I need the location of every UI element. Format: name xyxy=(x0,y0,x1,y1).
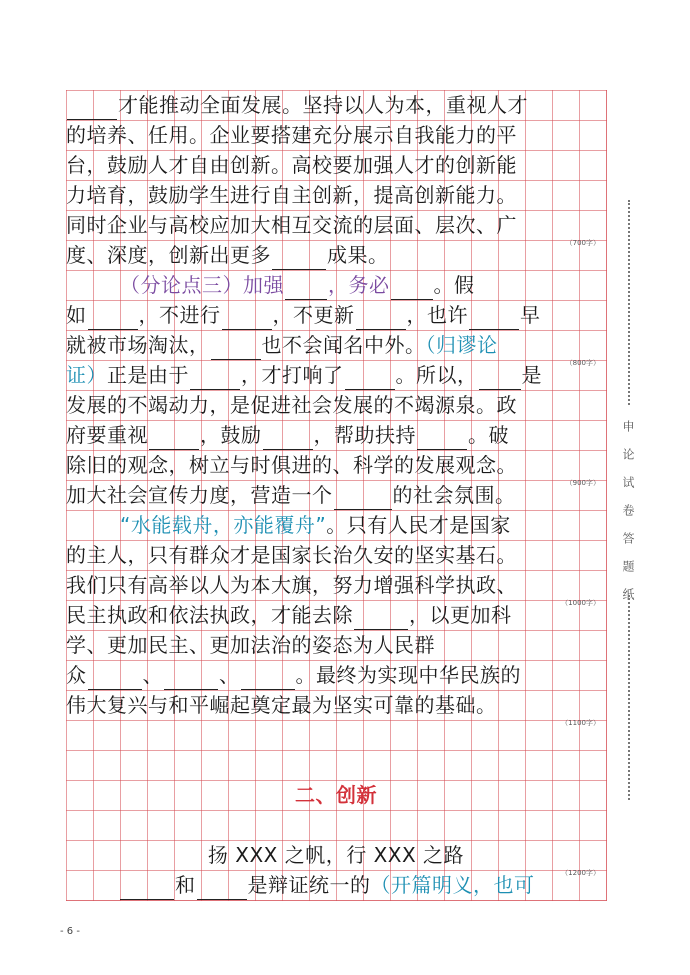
fill-blank xyxy=(197,877,247,900)
essay-line-2: 的培养、任用。企业要搭建充分展示自我能力的平 xyxy=(66,123,517,147)
sidebar-label: 申论试卷答题纸 xyxy=(621,420,635,616)
fill-blank xyxy=(469,307,519,330)
essay-line-14: 加大社会宣传力度，营造一个 的社会氛围。 xyxy=(66,480,606,510)
essay-line-1: 才能推动全面发展。坚持以人为本，重视人才 xyxy=(66,90,606,120)
fill-blank xyxy=(479,367,521,390)
fill-blank xyxy=(222,307,272,330)
fill-blank xyxy=(356,307,406,330)
essay-line-6: 度、深度，创新出更多 成果。 xyxy=(66,240,606,270)
fill-blank xyxy=(88,667,142,690)
essay-line-20: 众 、 、 。最终为实现中华民族的 xyxy=(66,660,606,690)
fill-blank xyxy=(149,427,199,450)
subpoint-label: （分论点三）加强 xyxy=(120,273,284,297)
essay-line-16: 的主人，只有群众才是国家长治久安的坚实基石。 xyxy=(66,543,517,567)
fill-blank xyxy=(285,277,327,300)
essay-line-19: 学、更加民主、更加法治的姿态为人民群 xyxy=(66,633,435,657)
fill-blank xyxy=(263,427,313,450)
method-annotation: （归谬论 xyxy=(425,333,498,357)
essay-line-17: 我们只有高举以人为本大旗，努力增强科学执政、 xyxy=(66,573,517,597)
fill-blank xyxy=(272,247,326,270)
fill-blank xyxy=(211,337,261,360)
fill-blank xyxy=(67,97,117,120)
answer-sheet-sidebar xyxy=(621,200,637,800)
fill-blank xyxy=(354,607,408,630)
fill-blank xyxy=(190,367,240,390)
fill-blank xyxy=(345,367,395,390)
word-count-marker: （1100字） xyxy=(561,719,600,727)
fill-blank xyxy=(164,667,218,690)
essay-line-7: （分论点三）加强 ，务必 。假 xyxy=(66,270,606,300)
fill-blank xyxy=(391,277,433,300)
section-heading: 二、创新 xyxy=(295,783,377,807)
word-count-marker: （1200字） xyxy=(561,869,600,877)
quote-annotation: “水能载舟，亦能覆舟” xyxy=(120,513,327,537)
essay-line-11: 发展的不竭动力，是促进社会发展的不竭源泉。政 xyxy=(66,393,517,417)
fill-blank xyxy=(88,307,138,330)
method-annotation: （开篇明义，也可 xyxy=(370,873,535,897)
fill-blank xyxy=(334,487,392,510)
word-count-marker: （800字） xyxy=(565,359,600,367)
essay-line-27: 和 是辩证统一的（开篇明义，也可 xyxy=(66,870,606,900)
essay-line-13: 除旧的观念，树立与时俱进的、科学的发展观念。 xyxy=(66,453,517,477)
dotted-divider xyxy=(628,595,630,800)
essay-line-8: 如 ，不进行 ，不更新 ，也许 早 xyxy=(66,300,606,330)
fill-blank xyxy=(120,877,174,900)
essay-line-18: 民主执政和依法执政，才能去除 ，以更加科 xyxy=(66,600,606,630)
essay-line-3: 台，鼓励人才自由创新。高校要加强人才的创新能 xyxy=(66,153,517,177)
essay-line-15: “水能载舟，亦能覆舟”。只有人民才是国家 xyxy=(66,510,606,540)
word-count-marker: （700字） xyxy=(565,239,600,247)
page-number: - 6 - xyxy=(60,926,80,937)
dotted-divider xyxy=(628,200,630,405)
section-title: 扬 XXX 之帆，行 XXX 之路 xyxy=(207,843,465,867)
essay-line-9: 就被市场淘汰， 也不会闻名中外。（归谬论 xyxy=(66,330,606,360)
essay-line-4: 力培育，鼓励学生进行自主创新，提高创新能力。 xyxy=(66,183,517,207)
essay-line-21: 伟大复兴与和平崛起奠定最为坚实可靠的基础。 xyxy=(66,693,497,717)
essay-line-10: 证）正是由于 ，才打响了 。所以， 是 xyxy=(66,360,606,390)
word-count-marker: （900字） xyxy=(565,479,600,487)
fill-blank xyxy=(417,427,467,450)
essay-line-12: 府要重视 ，鼓励 ，帮助扶持 。破 xyxy=(66,420,606,450)
fill-blank xyxy=(241,667,295,690)
word-count-marker: （1000字） xyxy=(561,599,600,607)
essay-line-5: 同时企业与高校应加大相互交流的层面、层次、广 xyxy=(66,213,517,237)
